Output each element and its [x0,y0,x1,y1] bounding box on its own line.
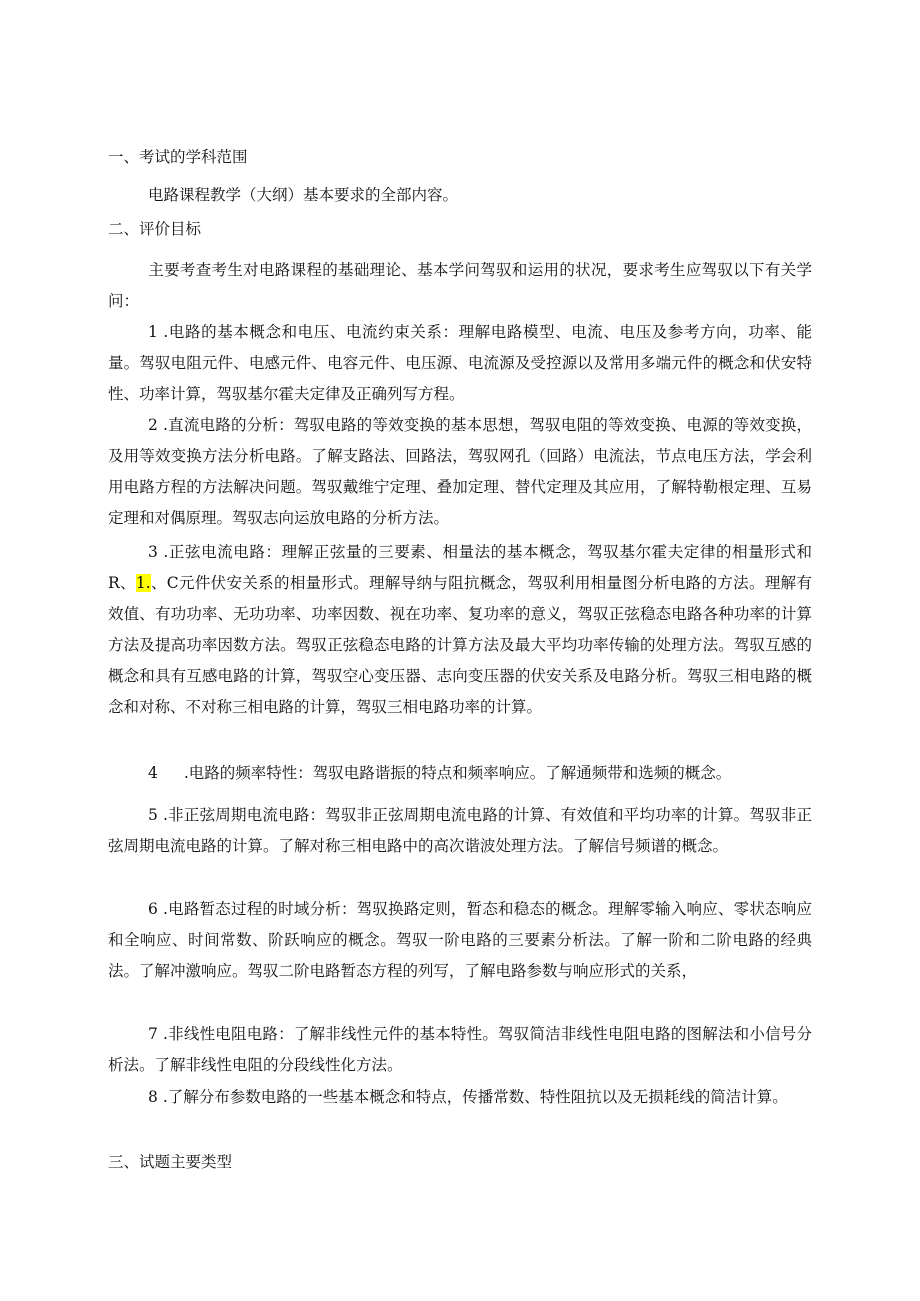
item-text: .直流电路的分析：驾驭电路的等效变换的基本思想，驾驭电阻的等效变换、电源的等效变换，及用等效变换方法分析电路。了解支路法、回路法，驾驭网孔（回路）电流法，节点电压方法，学会利用电路方程的方法解决问题。驾驭戴维宁定理、叠加定理、替代定理及其应用，了解特勒根定理、互易定理和对偶原理。驾驭志向运放电路的分析方法。 [108,416,812,527]
section-1-body [108,180,812,211]
item-text-a: .正弦电流电路：理解正弦量的三要素、相量法的基本概念，驾驭基尔霍夫定律的相量形式和R、 [108,543,812,592]
item-text: .非正弦周期电流电路：驾驭非正弦周期电流电路的计算、有效值和平均功率的计算。驾驭非正弦周期电流电路的计算。了解对称三相电路中的高次谐波处理方法。了解信号频谱的概念。 [108,806,812,855]
item-number: 1 [148,323,158,341]
item-number: 4 [148,764,158,782]
item-4 [108,758,812,789]
item-number: 7 [148,1025,158,1043]
item-7 [108,1019,812,1081]
highlighted-text: 1. [135,574,151,592]
section-2-intro [108,255,812,317]
item-number: 5 [148,806,158,824]
item-text: .电路的基本概念和电压、电流约束关系：理解电路模型、电流、电压及参考方向，功率、能量。驾驭电阻元件、电感元件、电容元件、电压源、电流源及受控源以及常用多端元件的概念和伏安特性、功率计算，驾驭基尔霍夫定律及正确列写方程。 [108,323,812,403]
item-text: .非线性电阻电路：了解非线性元件的基本特性。驾驭简洁非线性电阻电路的图解法和小信号分析法。了解非线性电阻的分段线性化方法。 [108,1025,812,1074]
item-text: .了解分布参数电路的一些基本概念和特点，传播常数、特性阻抗以及无损耗线的简洁计算。 [162,1088,788,1106]
item-text-b: 、C元件伏安关系的相量形式。理解导纳与阻抗概念，驾驭利用相量图分析电路的方法。理解有效值、有功功率、无功功率、功率因数、视在功率、复功率的意义，驾驭正弦稳态电路各种功率的计算方法及提高功率因数方法。驾驭正弦稳态电路的计算方法及最大平均功率传输的处理方法。驾驭互感的概念和具有互感电路的计算，驾驭空心变压器、志向变压器的伏安关系及电路分析。驾驭三相电路的概念和对称、不对称三相电路的计算，驾驭三相电路功率的计算。 [108,574,812,716]
item-5 [108,800,812,862]
item-2 [108,410,812,534]
section-2-intro-text: 主要考查考生对电路课程的基础理论、基本学问驾驭和运用的状况，要求考生应驾驭以下有关学问： [108,261,812,310]
item-6 [108,894,812,987]
item-8 [108,1082,812,1113]
item-3 [108,537,812,723]
item-text: .电路的频率特性：驾驭电路谐振的特点和频率响应。了解通频带和选频的概念。 [183,764,732,782]
item-number: 8 [148,1088,158,1106]
section-1-heading: 一、考试的学科范围 [108,148,248,166]
item-number: 3 [148,543,158,561]
item-1 [108,317,812,410]
section-1-body-text: 电路课程教学（大纲）基本要求的全部内容。 [148,186,459,204]
section-3-heading: 三、试题主要类型 [108,1153,233,1171]
section-2-heading: 二、评价目标 [108,220,202,238]
item-number: 2 [148,416,158,434]
item-text: .电路暂态过程的时域分析：驾驭换路定则，暂态和稳态的概念。理解零输入响应、零状态响应和全响应、时间常数、阶跃响应的概念。驾驭一阶电路的三要素分析法。了解一阶和二阶电路的经典法。了解冲激响应。驾驭二阶电路暂态方程的列写，了解电路参数与响应形式的关系， [108,900,812,980]
item-number: 6 [148,900,158,918]
